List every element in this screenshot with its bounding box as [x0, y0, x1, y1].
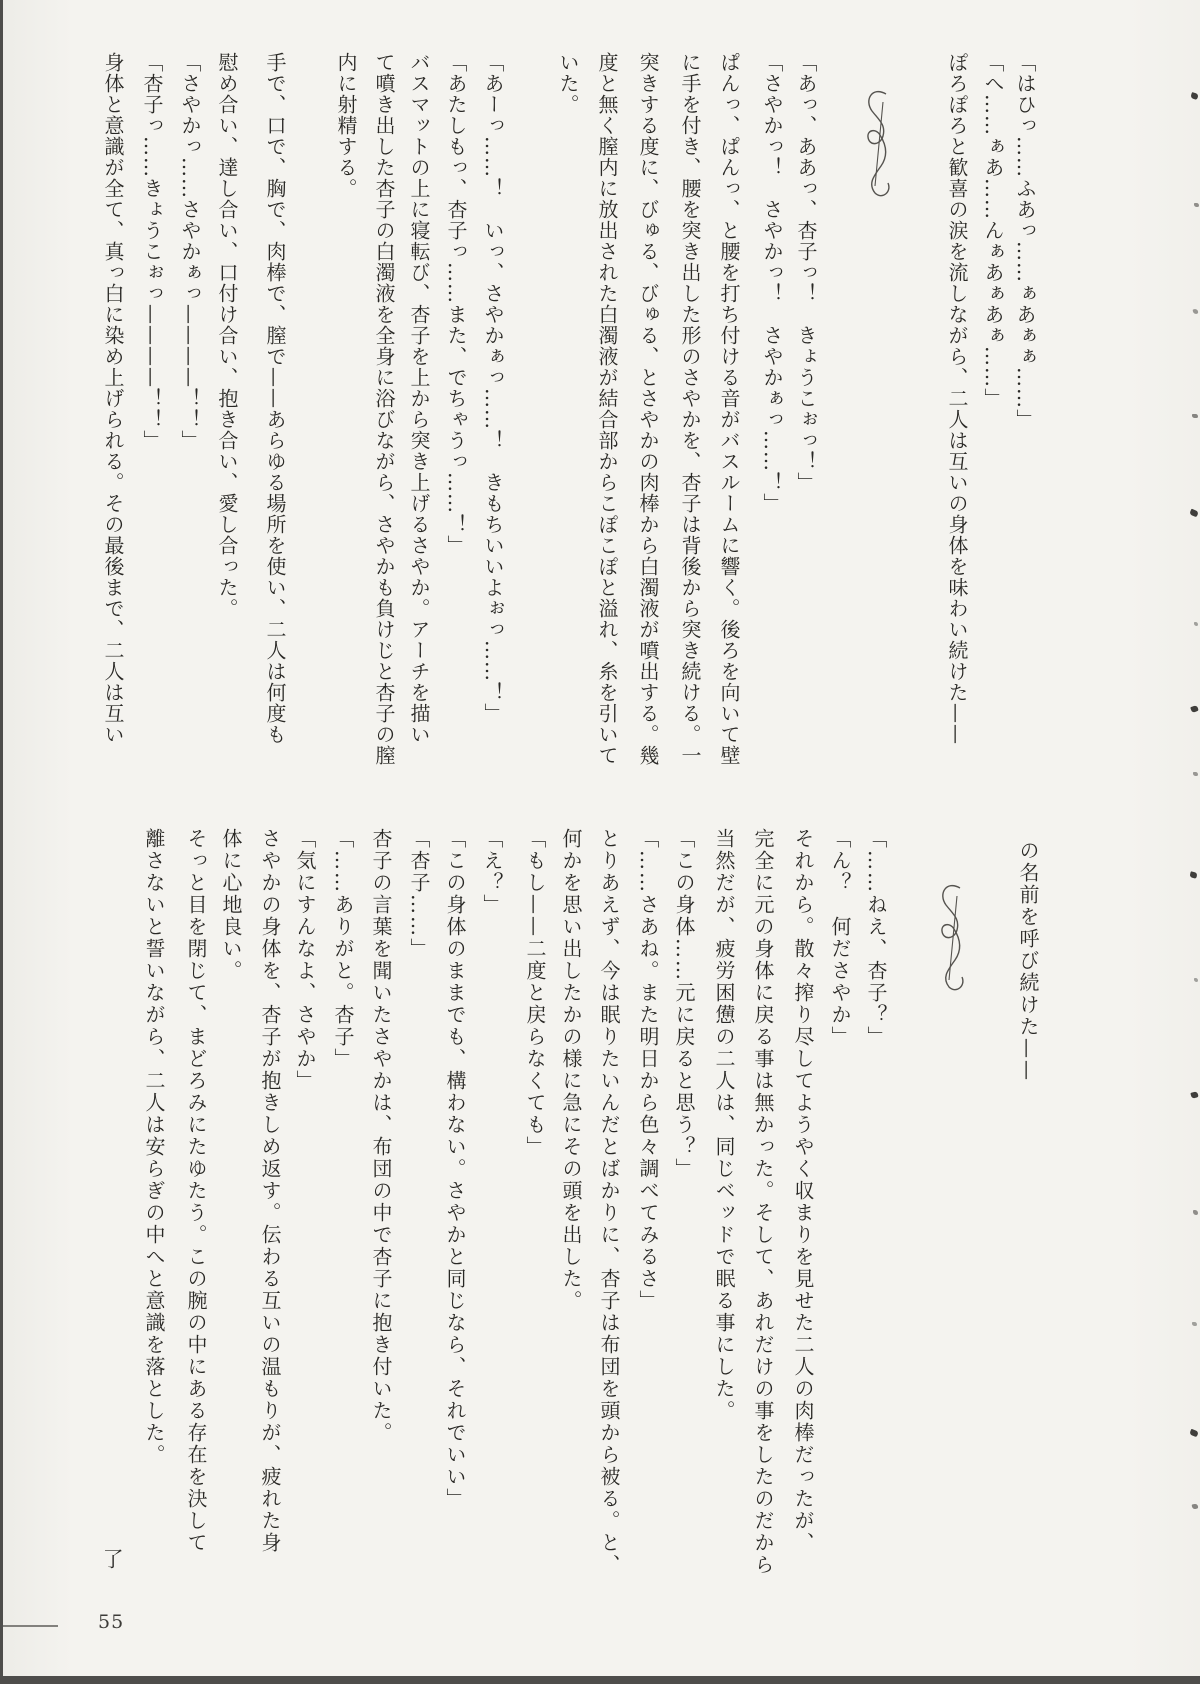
dialogue-column: 「もし——二度と戻らなくても」 — [523, 828, 547, 1158]
narration-column: 慰め合い、達し合い、口付け合い、抱き合い、愛し合った。 — [215, 52, 239, 619]
scan-mark — [1190, 92, 1199, 100]
dialogue-column: 「あーっ……！ いっ、さやかぁっ……！ きもちいいよぉっ……！」 — [481, 52, 505, 724]
dialogue-column: 「さやかっ！ さやかっ！ さやかぁっ……！」 — [760, 52, 784, 514]
scan-mark — [1192, 1322, 1197, 1326]
narration-column: さやかの身体を、杏子が抱きしめ返す。伝わる互いの温もりが、疲れた身 — [258, 828, 282, 1554]
narration-column: 完全に元の身体に戻る事は無かった。そして、あれだけの事をしたのだから — [751, 828, 775, 1576]
narration-column: 何かを思い出したかの様に急にその頭を出した。 — [559, 828, 583, 1312]
scan-mark — [1194, 978, 1198, 982]
dialogue-column: 「杏子っ……きょうこぉっ————！！」 — [140, 52, 164, 451]
narration-column: 内に射精する。 — [334, 52, 358, 199]
dialogue-column: 「……ねえ、杏子？」 — [864, 828, 888, 1048]
scan-mark — [1193, 309, 1199, 315]
dialogue-column: 「この身体のままでも、構わない。さやかと同じなら、それでいい」 — [443, 828, 467, 1510]
section-divider-ornament — [862, 88, 894, 200]
dialogue-column: 「この身体……元に戻ると思う？」 — [672, 828, 696, 1180]
narration-column: の名前を呼び続けた—— — [1016, 840, 1040, 1082]
story-end-mark: 了 — [100, 1548, 125, 1570]
page-number: 55 — [98, 1611, 125, 1633]
narration-column: ぱんっ、ぱんっ、と腰を打ち付ける音がバスルームに響く。後ろを向いて壁 — [717, 52, 741, 766]
narration-column: それから。散々搾り尽してようやく収まりを見せた二人の肉棒だったが、 — [791, 828, 815, 1554]
narration-column: 身体と意識が全て、真っ白に染め上げられる。その最後まで、二人は互い — [101, 52, 125, 745]
narration-column: とりあえず、今は眠りたいんだとばかりに、杏子は布団を頭から被る。と、 — [597, 828, 621, 1576]
scan-mark — [1193, 1210, 1198, 1215]
dialogue-column: 「さやかっ……さやかぁっ————！！」 — [178, 52, 202, 451]
scan-mark — [1194, 622, 1198, 626]
dialogue-column: 「あっ、ああっ、杏子っ！ きょうこぉっ！」 — [794, 52, 818, 493]
dialogue-column: 「……ありがと。杏子」 — [331, 828, 355, 1070]
scan-edge-left — [0, 0, 3, 1684]
narration-column: 度と無く膣内に放出された白濁液が結合部からこぽこぽと溢れ、糸を引いて — [595, 52, 619, 766]
dialogue-column: 「杏子……」 — [407, 828, 431, 960]
scan-mark — [1193, 772, 1198, 776]
narration-column: て噴き出した杏子の白濁液を全身に浴びながら、さやかも負けじと杏子の膣 — [372, 52, 396, 766]
narration-column: 杏子の言葉を聞いたさやかは、布団の中で杏子に抱き付いた。 — [369, 828, 393, 1444]
narration-column: 手で、口で、胸で、肉棒で、膣で——あらゆる場所を使い、二人は何度も — [263, 52, 287, 745]
scan-mark — [1189, 1429, 1199, 1438]
narration-column: 当然だが、疲労困憊の二人は、同じベッドで眠る事にした。 — [712, 828, 736, 1422]
scan-mark — [1190, 705, 1199, 713]
narration-column: に手を付き、腰を突き出した形のさやかを、杏子は背後から突き続ける。一 — [678, 52, 702, 766]
section-divider-ornament — [936, 882, 968, 994]
scan-mark — [1194, 203, 1199, 207]
footer-rule — [2, 1625, 58, 1627]
scan-mark — [1192, 1504, 1199, 1510]
dialogue-column: 「へ……ぁあ……んぁあぁあぁ……」 — [981, 52, 1005, 409]
scan-mark — [1189, 871, 1197, 879]
dialogue-column: 「はひっ……ふあっ……ぁあぁぁ……」 — [1013, 52, 1037, 430]
dialogue-column: 「あたしもっ、杏子っ……また、でちゃうっ……！」 — [444, 52, 468, 556]
narration-column: バスマットの上に寝転び、杏子を上から突き上げるさやか。アーチを描い — [407, 52, 431, 745]
dialogue-column: 「……さあね。また明日から色々調べてみるさ」 — [636, 828, 660, 1312]
scan-mark — [1189, 509, 1199, 518]
narration-column: 体に心地良い。 — [219, 828, 243, 982]
narration-column: そっと目を閉じて、まどろみにたゆたう。この腕の中にある存在を決して — [184, 828, 208, 1554]
dialogue-column: 「気にすんなよ、さやか」 — [293, 828, 317, 1092]
scan-edge-bottom — [0, 1676, 1200, 1684]
narration-column: いた。 — [556, 52, 580, 115]
narration-column: 突きする度に、びゅる、びゅる、とさやかの肉棒から白濁液が噴出する。幾 — [636, 52, 660, 766]
dialogue-column: 「ん？ 何ださやか」 — [828, 828, 852, 1048]
dialogue-column: 「え？」 — [480, 828, 504, 916]
narration-column: ぽろぽろと歓喜の涙を流しながら、二人は互いの身体を味わい続けた—— — [945, 52, 969, 745]
narration-column: 離さないと誓いながら、二人は安らぎの中へと意識を落とした。 — [142, 828, 166, 1466]
scan-mark — [1192, 414, 1198, 418]
scan-mark — [1190, 1091, 1198, 1099]
